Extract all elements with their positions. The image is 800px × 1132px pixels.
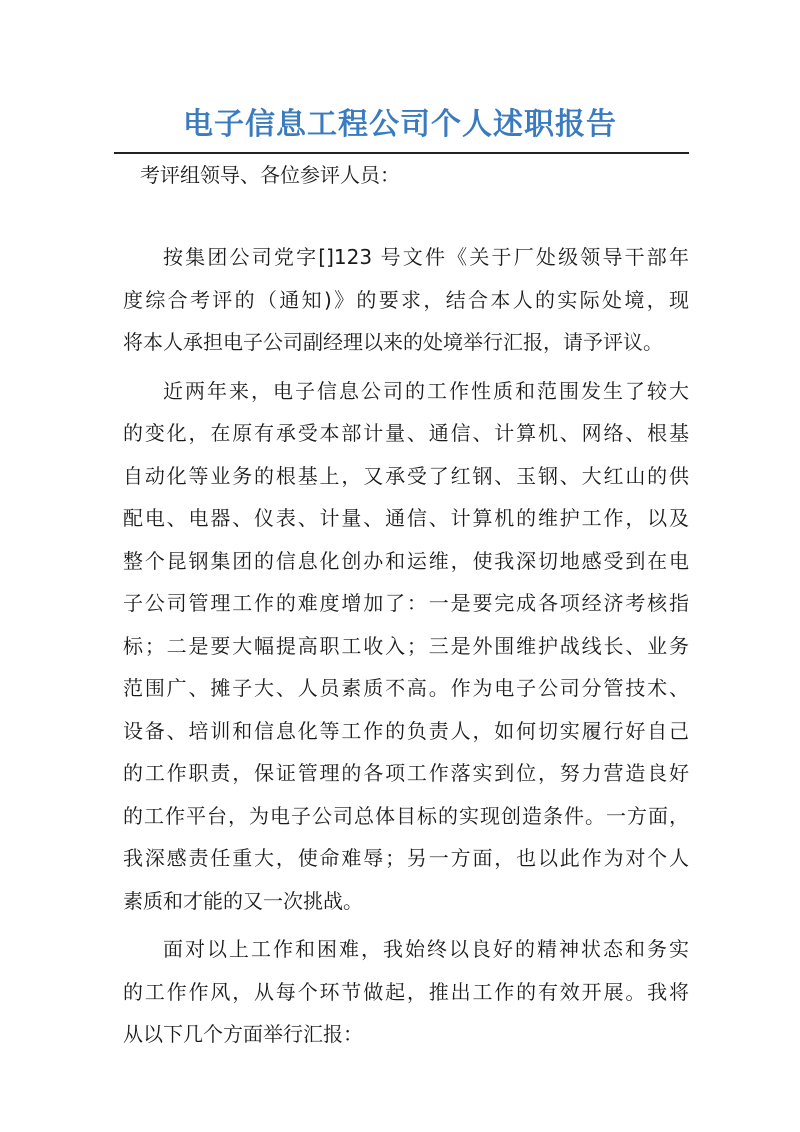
text-line: 从以下几个方面举行汇报：: [123, 1022, 363, 1046]
text-line: 将本人承担电子公司副经理以来的处境举行汇报，请予评议。: [123, 330, 663, 354]
text-line: 自动化等业务的根基上，又承受了红钢、玉钢、大红山的供: [123, 463, 689, 488]
paragraph: [123, 370, 689, 923]
document-body: [123, 236, 689, 1062]
text-line: 近两年来，电子信息公司的工作性质和范围发生了较大: [163, 378, 689, 403]
text-line: 度综合考评的（通知)》的要求，结合本人的实际处境，现: [123, 287, 689, 312]
text-line: 子公司管理工作的难度增加了：一是要完成各项经济考核指: [123, 591, 689, 615]
title-divider: [114, 152, 689, 154]
text-line: 标；二是要大幅提高职工收入；三是外围维护战线长、业务: [123, 633, 689, 658]
text-line: 面对以上工作和困难，我始终以良好的精神状态和务实: [163, 937, 689, 961]
salutation: 考评组领导、各位参评人员：: [140, 163, 400, 187]
document-title: 电子信息工程公司个人述职报告: [183, 107, 617, 142]
paragraph: [123, 928, 689, 1056]
text-line: 设备、培训和信息化等工作的负责人，如何切实履行好自己: [123, 718, 689, 743]
text-line: 的变化，在原有承受本部计量、通信、计算机、网络、根基: [123, 421, 689, 445]
text-line: 整个昆钢集团的信息化创办和运维，使我深切地感受到在电: [123, 548, 689, 573]
text-line: 范围广、摊子大、人员素质不高。作为电子公司分管技术、: [123, 676, 689, 700]
text-line: 素质和才能的又一次挑战。: [123, 888, 363, 913]
text-line: 按集团公司党字[]123 号文件《关于厂处级领导干部年: [163, 245, 689, 269]
text-line: 的工作职责，保证管理的各项工作落实到位，努力营造良好: [123, 761, 689, 785]
text-line: 的工作作风，从每个环节做起，推出工作的有效开展。我将: [123, 979, 689, 1004]
text-line: 配电、电器、仪表、计量、通信、计算机的维护工作，以及: [123, 506, 689, 530]
text-line: 我深感责任重大，使命难辱；另一方面，也以此作为对个人: [123, 846, 689, 870]
paragraph: [123, 236, 689, 364]
text-line: 的工作平台，为电子公司总体目标的实现创造条件。一方面，: [123, 803, 689, 828]
